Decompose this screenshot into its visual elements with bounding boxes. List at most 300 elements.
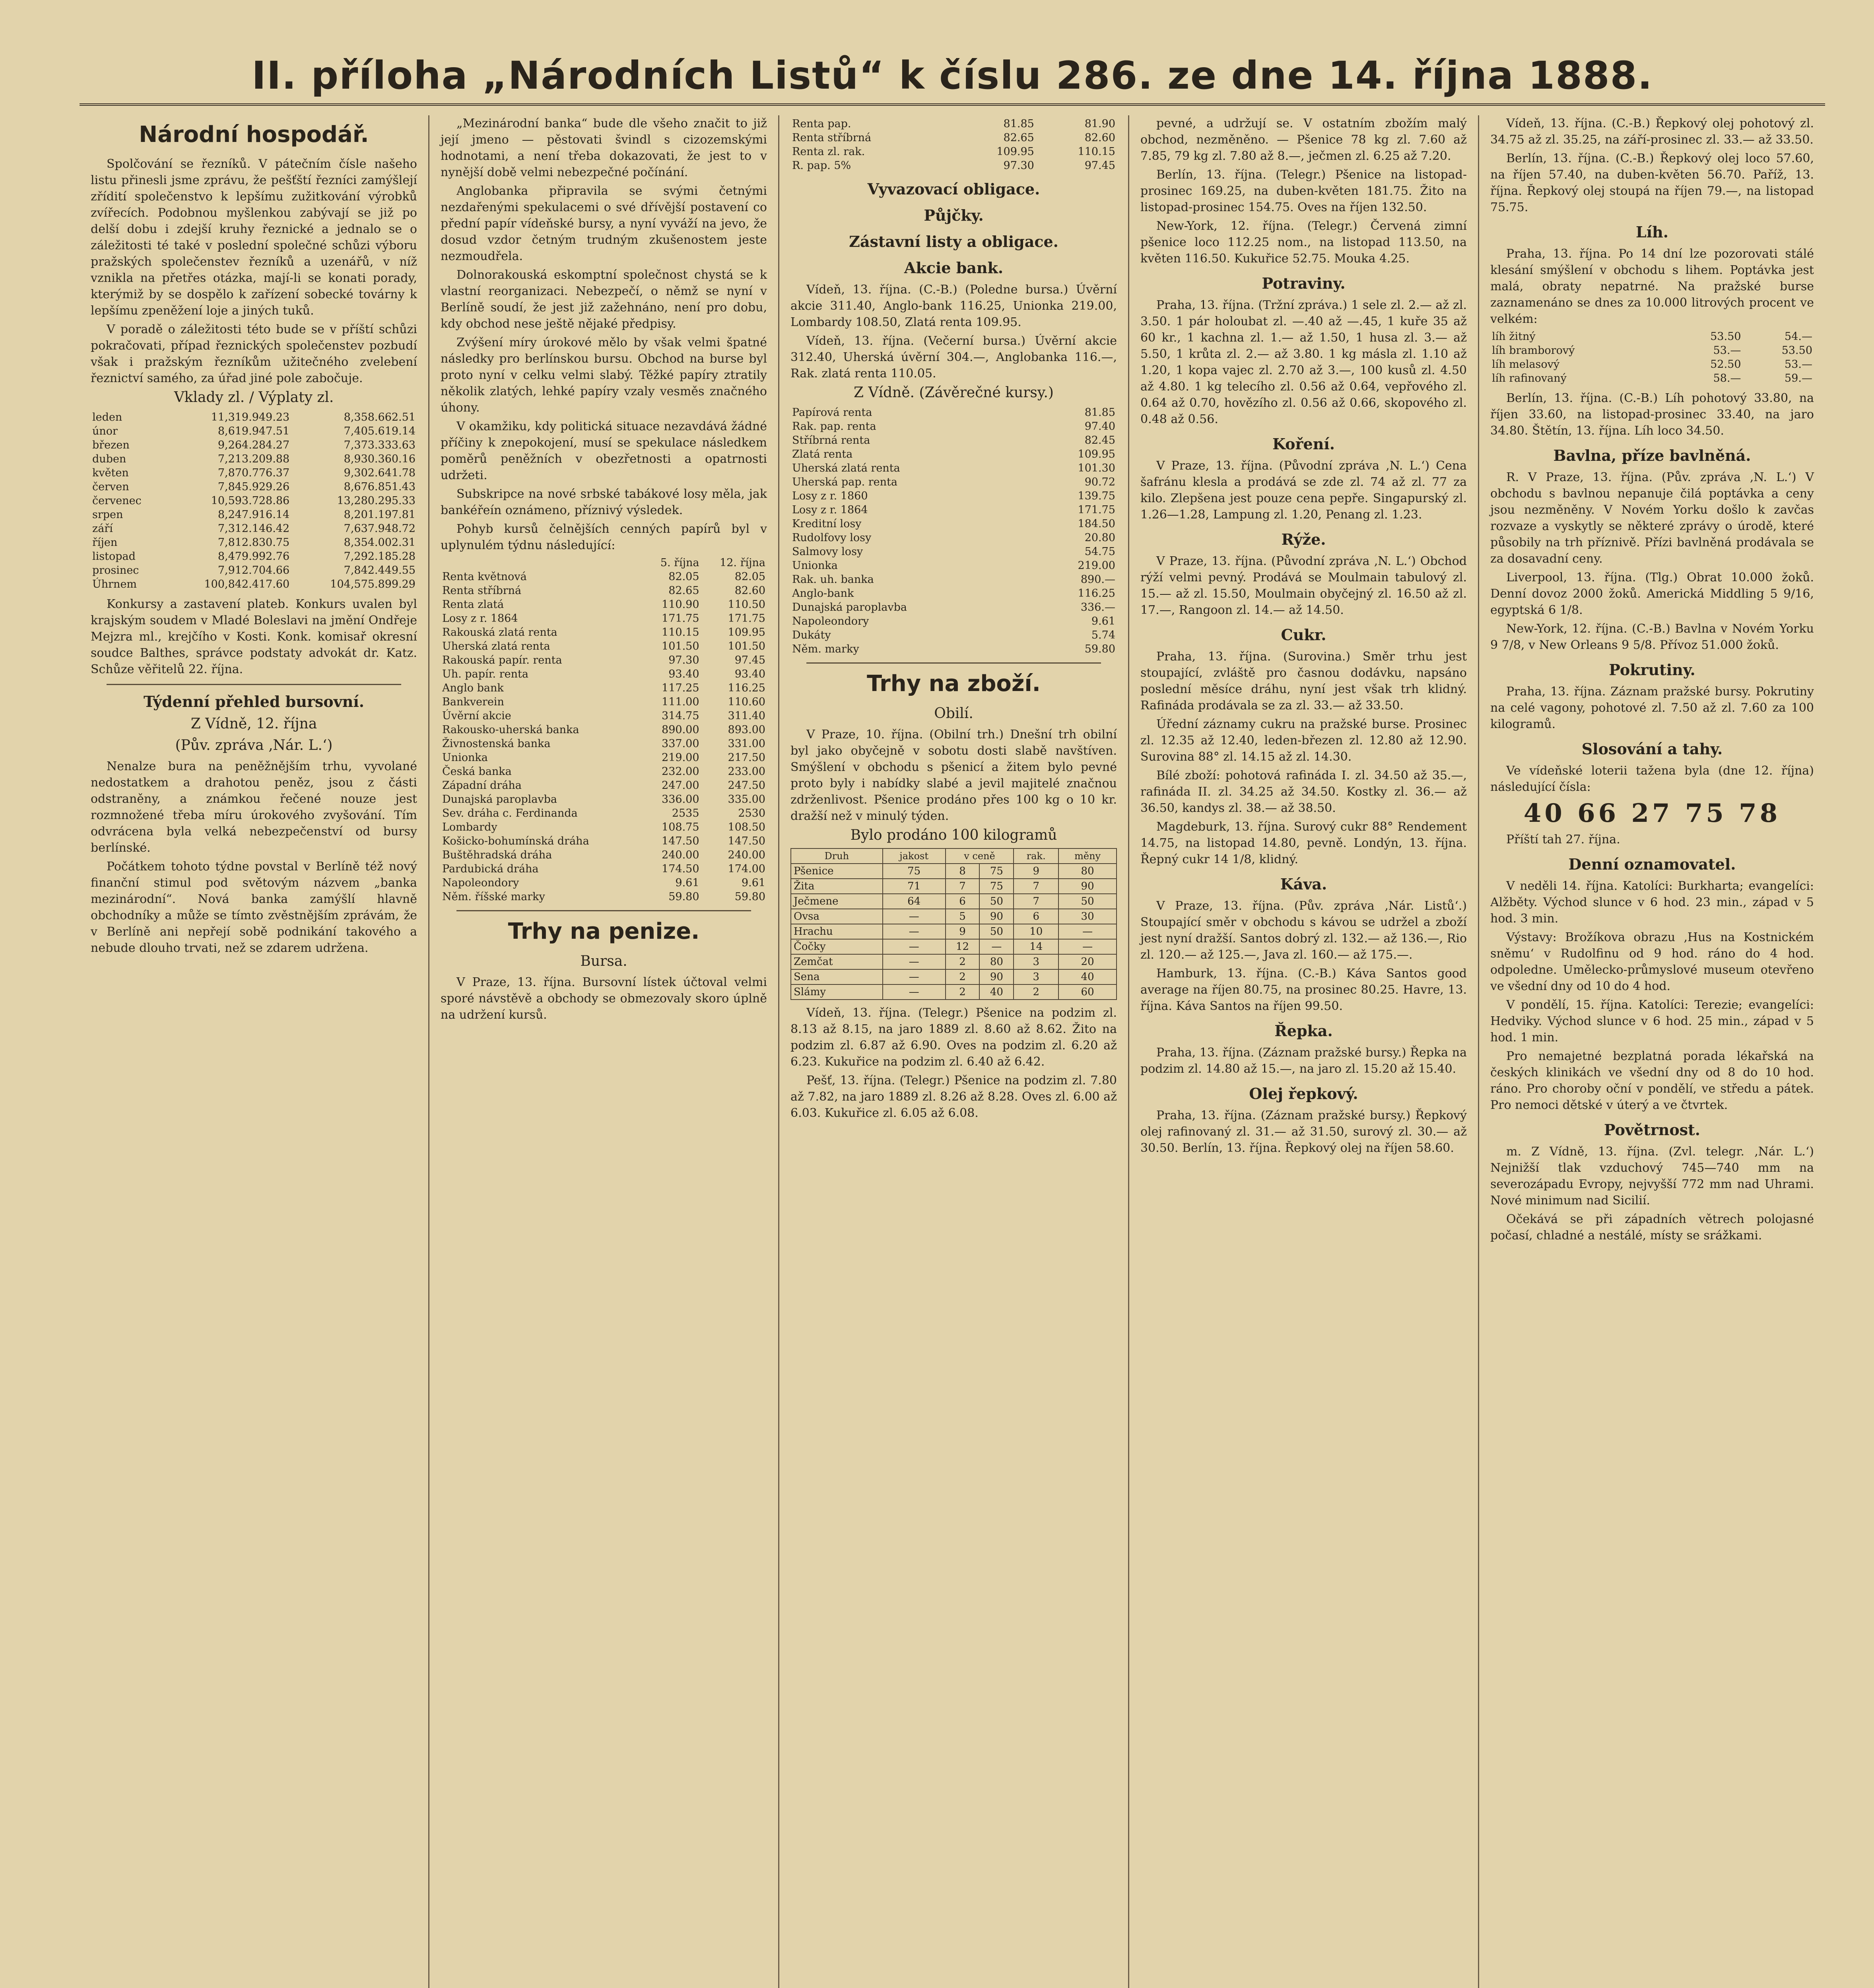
grain-cell: — <box>883 984 946 1000</box>
grain-cell: 80 <box>979 954 1014 969</box>
column-2 <box>429 115 779 1988</box>
table-row <box>790 419 1117 433</box>
grain-cell: — <box>979 939 1014 954</box>
table-row <box>1490 371 1814 385</box>
table-cell: 8,358.662.51 <box>344 411 416 423</box>
section-subtitle: Bursa. <box>580 953 627 969</box>
table-cell: Uh. papír. renta <box>442 668 528 680</box>
table-cell: Košicko-bohumínská dráha <box>442 835 589 847</box>
grain-cell: Slámy <box>791 984 883 1000</box>
table-row <box>441 625 767 639</box>
article-paragraph: Berlín, 13. října. (C.-B.) Líh pohotový 33.80, na říjen 33.60, na listopad-prosinec 33.40, na jaro 34.80. Štětín, 13. října. Líh loco 34.50. <box>1490 391 1814 438</box>
grain-cell: 40 <box>979 984 1014 1000</box>
grain-cell: — <box>883 954 946 969</box>
table-row <box>441 639 767 653</box>
table-row <box>790 559 1117 573</box>
subsection-koreni: Koření. <box>1272 435 1335 453</box>
table-cell: Kreditní losy <box>792 518 862 530</box>
table-header-cell: 12. října <box>720 557 765 569</box>
grain-cell: 50 <box>979 894 1014 909</box>
grain-row <box>791 969 1117 984</box>
grain-row <box>791 894 1117 909</box>
grain-row <box>791 879 1117 894</box>
table-row <box>441 681 767 695</box>
table-cell: 97.30 <box>668 654 699 666</box>
spirit-table <box>1490 330 1814 385</box>
table-cell: Pardubická dráha <box>442 863 539 875</box>
table-cell: březen <box>92 439 130 451</box>
article-paragraph: Zvýšení míry úrokové mělo by však velmi špatné následky pro berlínskou bursu. Obchod na burse byl proto nyní v celku velmi slabý. Těžké papíry ztratily několik zlatých, lehké papíry vzaly vesměs značného úhony. <box>441 336 767 415</box>
table-cell: únor <box>92 425 118 437</box>
article-paragraph: New-York, 12. října. (Telegr.) Červená zimní pšenice loco 112.25 nom., na listopad 113.50, na květen 116.50. Kukuřice 52.75. Mouka 4.25. <box>1140 219 1467 266</box>
section-title-goods: Trhy na zboží. <box>867 671 1041 697</box>
grain-cell: 80 <box>1058 864 1117 879</box>
table-cell: leden <box>92 411 122 423</box>
table-row <box>441 570 767 584</box>
article-paragraph: Praha, 13. října. (Tržní zpráva.) 1 sele zl. 2.— až zl. 3.50. 1 pár holoubat zl. —.40 až —.45, 1 kuře 35 až 60 kr., 1 kachna zl. 1.— až 1.50, 1 husa zl. 3.— až 5.50, 1 krůta zl. 2.— až 3.80. 1 kg másla zl. 1.10 až 1.20, 1 kopa vajec zl. 2.70 až 3.—, 100 kusů zl. 4.50 až 4.80. 1 kg telecího zl. 0.56 až 0.64, vepřového zl. 0.64 až 0.70, hovězího zl. 0.56 až 0.66, skopového zl. 0.48 až 0.56. <box>1140 298 1467 426</box>
article-paragraph: V Praze, 13. října. (Pův. zpráva ‚Nár. Listů‘.) Stoupající směr v obchodu s kávou se udržel a zboží jest nyní dražší. Santos dobrý zl. 132.— až 136.—, Rio zl. 120.— až 125.—, Java zl. 160.— až 175.—. <box>1140 899 1467 962</box>
table-cell: Zlatá renta <box>792 448 853 460</box>
table-cell: Rudolfovy losy <box>792 532 872 544</box>
article-paragraph: Vídeň, 13. října. (C.-B.) Řepkový olej pohotový zl. 34.75 až zl. 35.25, na září-prosinec zl. 33.— až 33.50. <box>1490 116 1814 147</box>
table-cell: 7,912.704.66 <box>218 564 290 577</box>
article-paragraph: Nenalze bura na peněžnějším trhu, vyvolané nedostatkem a drahotou peněz, jsou z části odstraněny, a známkou řečené nouze jest rozmnožené třeba míru úrokového zvyšování. Tím odvrácena byla velká nebezpečenství od bursy berlínské. <box>91 759 417 855</box>
table-cell: Úvěrní akcie <box>442 710 511 722</box>
table-cell: Úhrnem <box>92 578 137 590</box>
table-cell: 8,479.992.76 <box>218 550 290 563</box>
table-cell: 890.00 <box>662 724 699 736</box>
table-row <box>790 461 1117 475</box>
grain-cell: — <box>883 924 946 939</box>
grain-cell: 7 <box>1014 879 1058 894</box>
table-row <box>91 452 417 466</box>
table-cell: 7,845.929.26 <box>218 481 290 493</box>
article-paragraph: Pro nemajetné bezplatná porada lékařská na českých klinikách ve všední dny od 8 do 10 hod. ráno. Pro choroby oční v pondělí, ve středu a pátek. Pro nemoci dětské v úterý a ve čtvrtek. <box>1490 1049 1814 1112</box>
section-subtitle: Obilí. <box>934 705 973 722</box>
subsection-kava: Káva. <box>1280 875 1327 893</box>
subsection-obligace: Vyvazovací obligace. <box>867 180 1040 198</box>
table-cell: 82.60 <box>734 584 765 597</box>
grain-cell: 7 <box>1014 894 1058 909</box>
grain-cell: 2 <box>946 969 980 984</box>
article-paragraph: Vídeň, 13. října. (C.-B.) (Poledne bursa.) Úvěrní akcie 311.40, Anglo-bank 116.25, Unionka 219.00, Lombardy 108.50, Zlatá renta 109.95. <box>790 283 1117 329</box>
table-row <box>441 751 767 765</box>
table-row <box>790 573 1117 586</box>
table-cell: Rakousko-uherská banka <box>442 724 579 736</box>
table-cell: 335.00 <box>728 793 765 806</box>
table-cell: 9.61 <box>741 877 765 889</box>
table-header-cell: 5. října <box>660 557 699 569</box>
table-row <box>790 628 1117 642</box>
table-cell: 104,575.899.29 <box>330 578 416 590</box>
table-cell: 2530 <box>738 807 765 819</box>
table-cell: 171.75 <box>662 612 699 625</box>
table-cell: 53.50 <box>1781 344 1812 357</box>
article-paragraph: Praha, 13. října. (Záznam pražské bursy.) Řepka na podzim zl. 14.80 až 15.—, na jaro zl. 15.20 až 15.40. <box>1140 1046 1467 1076</box>
article-paragraph: Anglobanka připravila se svými četnými nezdařenými spekulacemi o své dřívější postavení co přední papír vídeňské bursy, a nyní vyváží na jevo, že dosud vzdor četným trudným zkušenostem jeste nezmoudřela. <box>441 184 767 263</box>
grain-row <box>791 909 1117 924</box>
article-paragraph: R. V Praze, 13. října. (Pův. zpráva ‚N. L.‘) V obchodu s bavlnou nepanuje čilá poptávka a ceny jsou nezměněny. V Novém Yorku došlo k zavčas rozvaze a vyskytly se některé zprávy o úrodě, které působily na trh příznivě. Přízi bavlněná prodávala se za dosavadní ceny. <box>1490 470 1814 566</box>
grain-header: jakost <box>883 848 946 864</box>
weekly-subtitle: Z Vídně, 12. října <box>190 716 317 732</box>
deposits-table <box>91 410 417 591</box>
grain-cell: 75 <box>883 864 946 879</box>
table-cell: 9,264.284.27 <box>218 439 290 451</box>
grain-cell: 5 <box>946 909 980 924</box>
grain-cell: 75 <box>979 879 1014 894</box>
table-cell: říjen <box>92 536 118 549</box>
grain-cell: 6 <box>1014 909 1058 924</box>
table-cell: 232.00 <box>662 765 699 778</box>
weekly-title: Týdenní přehled bursovní. <box>144 693 364 711</box>
table-row <box>790 531 1117 545</box>
table-cell: 81.85 <box>1084 406 1115 419</box>
table-cell: 890.— <box>1080 573 1115 586</box>
table-row <box>91 508 417 522</box>
table-cell: 331.00 <box>728 738 765 750</box>
table-cell: 219.00 <box>1078 559 1115 572</box>
grain-cell: 3 <box>1014 969 1058 984</box>
grain-cell: Ovsa <box>791 909 883 924</box>
table-cell: 82.05 <box>734 571 765 583</box>
grain-header: měny <box>1058 848 1117 864</box>
table-cell: 81.90 <box>1084 118 1115 130</box>
table-row <box>91 522 417 536</box>
table-cell: Česká banka <box>442 765 512 778</box>
table-cell: Dunajská paroplavba <box>792 601 907 613</box>
table-cell: 5.74 <box>1091 629 1115 641</box>
section-title-hospodar: Národní hospodář. <box>139 122 369 148</box>
article-paragraph: Berlín, 13. října. (Telegr.) Pšenice na listopad-prosinec 169.25, na duben-květen 181.75. Žito na listopad-prosinec 154.75. Oves na říjen 132.50. <box>1140 168 1467 214</box>
article-paragraph: Praha, 13. října. Záznam pražské bursy. Pokrutiny na celé vagony, pohotové zl. 7.50 až zl. 7.60 za 100 kilogramů. <box>1490 685 1814 731</box>
table-cell: 11,319.949.23 <box>211 411 290 423</box>
grain-cell: 2 <box>1014 984 1058 1000</box>
article-paragraph: Vídeň, 13. října. (Telegr.) Pšenice na podzim zl. 8.13 až 8.15, na jaro 1889 zl. 8.60 až 8.62. Žito na podzim zl. 6.87 až 6.90. Oves na podzim zl. 6.20 až 6.23. Kukuřice na podzim zl. 6.40 až 6.42. <box>790 1006 1117 1069</box>
article-paragraph: Praha, 13. října. (Surovina.) Směr trhu jest stoupající, zvláště pro časnou dodávku, napsáno poslední měsíce dráhu, nyní jest však trh klidný. Rafináda prodávala se za zl. 33.— až 33.50. <box>1140 650 1467 712</box>
table-cell: 8,354.002.31 <box>344 536 416 549</box>
table-cell: 108.75 <box>662 821 699 833</box>
table-cell: 20.80 <box>1084 532 1115 544</box>
table-cell: 109.95 <box>1078 448 1115 460</box>
table-cell: 53.50 <box>1710 330 1741 343</box>
table-cell: 247.50 <box>728 779 765 792</box>
table-cell: 59.— <box>1785 372 1812 384</box>
table-cell: 109.95 <box>996 146 1034 158</box>
table-cell: 101.30 <box>1078 462 1115 474</box>
table-cell: líh melasový <box>1492 358 1560 371</box>
table-cell: R. pap. 5% <box>792 159 851 172</box>
table-cell: srpen <box>92 509 123 521</box>
column-3 <box>779 115 1129 1988</box>
table-cell: 8,676.851.43 <box>344 481 416 493</box>
table-cell: 100,842.417.60 <box>204 578 290 590</box>
grain-cell: Čočky <box>791 939 883 954</box>
grain-cell: Zemčat <box>791 954 883 969</box>
table-cell: 52.50 <box>1710 358 1741 371</box>
table-cell: 233.00 <box>728 765 765 778</box>
table-row <box>790 447 1117 461</box>
table-cell: 7,213.209.88 <box>218 453 290 465</box>
table-row <box>91 410 417 424</box>
table-row <box>441 862 767 876</box>
article-paragraph: Magdeburk, 13. října. Surový cukr 88° Rendement 14.75, na listopad 14.80, pevně. Londýn, 13. října. Řepný cukr 14 1/8, klidný. <box>1140 820 1467 866</box>
article-paragraph: „Mezinárodní banka“ bude dle všeho značit to již její jmeno — pěstovati švindl s cizozemskými hodnotami, a není třeba dokazovati, že jest to v nynější době velmi nebezpečné počínání. <box>441 116 767 179</box>
article-paragraph: V Praze, 10. října. (Obilní trh.) Dnešní trh obilní byl jako obyčejně v sobotu dosti slabě navštíven. Smýšlení v obchodu s pšenicí a žitem bylo pevné proto byly i nabídky slabé a jevil majitelé značnou zdrženlivost. Pšenice prodáno přes 100 kg o 10 kr. dražší než v minulý týden. <box>790 728 1117 823</box>
column-1 <box>80 115 429 1988</box>
grain-header: rak. <box>1014 848 1058 864</box>
table-cell: Papírová renta <box>792 406 872 419</box>
weekly-note: (Pův. zpráva ‚Nár. L.‘) <box>175 737 333 753</box>
table-cell: 108.50 <box>728 821 765 833</box>
table-cell: 82.60 <box>1084 132 1115 144</box>
table-row <box>441 737 767 751</box>
table-cell: listopad <box>92 550 136 563</box>
table-row <box>91 494 417 508</box>
article-paragraph: Počátkem tohoto týdne povstal v Berlíně též nový finanční stimul pod světovým názvem „banka mezinárodní“. Nová banka zamýšlí hlavně obchodníky a může se tímto zvěstnějším zprávám, že v Berlíně ani nepřejí sobě podnikání takového a nebude dlouho trvati, než se zdarem udržena. <box>91 860 417 955</box>
article-paragraph: Ve vídeňské loterii tažena byla (dne 12. října) následující čísla: <box>1490 764 1814 794</box>
table-caption: Z Vídně. (Závěrečné kursy.) <box>854 384 1054 401</box>
table-row <box>91 438 417 452</box>
article-paragraph: Vídeň, 13. října. (Večerní bursa.) Úvěrní akcie 312.40, Uherská úvěrní 304.—, Anglobanka 116.—, Rak. zlatá renta 110.05. <box>790 334 1117 381</box>
table-cell: 116.25 <box>1078 587 1115 600</box>
table-cell: Rakouská papír. renta <box>442 654 562 666</box>
grain-cell: 90 <box>979 909 1014 924</box>
subsection-pujcky: Půjčky. <box>924 206 984 224</box>
table-cell: Unionka <box>442 751 488 764</box>
table-cell: 7,637.948.72 <box>344 522 416 535</box>
table-row <box>790 489 1117 503</box>
table-cell: Salmovy losy <box>792 546 863 558</box>
table-cell: líh bramborový <box>1492 344 1575 357</box>
table-cell: Lombardy <box>442 821 497 833</box>
grain-cell: Ječmene <box>791 894 883 909</box>
table-cell: 7,312.146.42 <box>218 522 290 535</box>
article-paragraph: V okamžiku, kdy politická situace nezavdává žádné příčiny k znepokojení, musí se spekulace následkem poměrů peněžních v obezřetnosti a opatrnosti udržeti. <box>441 419 767 482</box>
table-cell: Napoleondory <box>792 615 869 627</box>
article-paragraph: V pondělí, 15. října. Katolíci: Terezie; evangelíci: Hedviky. Východ slunce v 6 hod. 25 min., západ v 5 hod. 1 min. <box>1490 998 1814 1044</box>
table-cell: Dunajská paroplavba <box>442 793 557 806</box>
table-row <box>441 779 767 792</box>
column-4 <box>1129 115 1479 1988</box>
table-cell: 893.00 <box>728 724 765 736</box>
article-paragraph: Příští tah 27. října. <box>1506 833 1620 846</box>
table-row <box>790 433 1117 447</box>
table-row <box>790 117 1117 131</box>
table-cell: 81.85 <box>1003 118 1034 130</box>
table-cell: 9,302.641.78 <box>344 467 416 479</box>
subsection-olej: Olej řepkový. <box>1249 1085 1358 1103</box>
table-cell: Anglo-bank <box>792 587 854 600</box>
table-row <box>790 145 1117 159</box>
table-cell: Renta stříbrná <box>442 584 522 597</box>
grain-cell: 10 <box>1014 924 1058 939</box>
table-cell: Napoleondory <box>442 877 519 889</box>
table-cell: Uherská pap. renta <box>792 476 897 488</box>
table-cell: 7,870.776.37 <box>218 467 290 479</box>
table-cell: Stříbrná renta <box>792 434 870 447</box>
table-row <box>441 653 767 667</box>
table-cell: 7,812.830.75 <box>218 536 290 549</box>
table-cell: červenec <box>92 495 142 507</box>
table-cell: líh rafinovaný <box>1492 372 1567 384</box>
grain-row <box>791 984 1117 1000</box>
article-paragraph: Úřední záznamy cukru na pražské burse. Prosinec zl. 12.35 až 12.40, leden-březen zl. 12.80 až 12.90. Surovina 88° zl. 14.15 až zl. 14.30. <box>1140 717 1467 764</box>
table-row <box>790 586 1117 600</box>
table-cell: 110.15 <box>662 626 699 639</box>
article-paragraph: V poradě o záležitosti této bude se v příští schůzi pokračovati, případ řeznických společenstev pozbudí však i pražským řezníkům užitečného zvelebení řeznictví samého, za úřad jiné pole zabočuje. <box>91 322 417 385</box>
table-cell: 111.00 <box>662 696 699 708</box>
table-cell: 8,201.197.81 <box>344 509 416 521</box>
table-cell: 9.61 <box>1091 615 1115 627</box>
table-row <box>441 584 767 598</box>
article-paragraph: Spolčování se řezníků. V pátečním čísle našeho listu přinesli jsme zprávu, že pešťští řezníci zamýšlejí zřídití společenstvo k lepšímu zužitkování výrobků zvířecích. Podobnou myšlenkou zabývají se již po delší dobu i zdejší kruhy řeznické a jednalo se o záležitosti té také v poslední společné schůzi výboru pražských společenstev řezníků a uzenářů, v níž vznikla na přetřes otázka, mají-li se konati porady, kterýmiž by se dospělo k zařízení sobecké továrny k lepšímu zpeněžení loje a jiných tuků. <box>91 157 417 318</box>
table-row <box>790 406 1117 419</box>
table-cell: 82.05 <box>668 571 699 583</box>
article-paragraph: New-York, 12. října. (C.-B.) Bavlna v Novém Yorku 9 7/8, v New Orleans 9 5/8. Přívoz 51.000 žoků. <box>1490 622 1814 652</box>
grain-cell: — <box>883 909 946 924</box>
table-caption: Vklady zl. / Výplaty zl. <box>174 389 334 406</box>
grain-row <box>791 864 1117 879</box>
table-cell: 58.— <box>1713 372 1741 384</box>
table-row <box>441 876 767 890</box>
table-cell: 147.50 <box>728 835 765 847</box>
table-row <box>91 466 417 480</box>
grain-cell: 75 <box>979 864 1014 879</box>
grain-cell: 2 <box>946 954 980 969</box>
table-cell: 337.00 <box>662 738 699 750</box>
divider <box>456 910 751 911</box>
table-cell: 8,247.916.14 <box>218 509 290 521</box>
grain-cell: 50 <box>979 924 1014 939</box>
page-header: II. příloha „Národních Listů“ k číslu 286. ze dne 14. října 1888. <box>80 48 1825 106</box>
table-cell: 97.40 <box>1084 420 1115 433</box>
table-cell: 247.00 <box>662 779 699 792</box>
article-paragraph: Hamburk, 13. října. (C.-B.) Káva Santos good average na říjen 80.75, na prosinec 80.25. Havre, 13. října. Káva Santos na říjen 99.50. <box>1140 967 1467 1013</box>
grain-cell: 71 <box>883 879 946 894</box>
table-cell: 314.75 <box>662 710 699 722</box>
table-row <box>441 890 767 904</box>
closing-rates-table <box>790 406 1117 656</box>
table-cell: 139.75 <box>1078 490 1115 502</box>
grain-cell: 90 <box>1058 879 1117 894</box>
grain-cell: — <box>1058 924 1117 939</box>
article-paragraph: V Praze, 13. října. Bursovní lístek účtoval velmi sporé návstěvě a obchody se obmezovaly skoro úplně na udržení kursů. <box>441 975 767 1022</box>
table-cell: 54.— <box>1785 330 1812 343</box>
table-cell: Losy z r. 1864 <box>792 504 868 516</box>
divider <box>806 662 1101 664</box>
grain-cell: 12 <box>946 939 980 954</box>
table-row <box>790 642 1117 656</box>
table-cell: Renta stříbrná <box>792 132 872 144</box>
table-cell: 101.50 <box>662 640 699 652</box>
table-cell: 97.45 <box>1084 159 1115 172</box>
table-row <box>790 475 1117 489</box>
article-paragraph: pevné, a udržují se. V ostatním zbožím malý obchod, nezměněno. — Pšenice 78 kg zl. 7.60 až 7.85, 79 kg zl. 7.80 až 8.—, ječmen zl. 6.25 až 7.20. <box>1140 116 1467 163</box>
table-cell: 7,405.619.14 <box>344 425 416 437</box>
article-paragraph: V Praze, 13. října. (Původní zpráva ‚N. L.‘) Obchod rýží velmi pevný. Prodává se Moulmain tabulový zl. 15.— až zl. 15.50, Moulmain obyčejný zl. 16.50 až zl. 17.—, Rangoon zl. 14.— až 14.50. <box>1140 554 1467 617</box>
subsection-lih: Líh. <box>1635 223 1668 241</box>
table-cell: Rakouská zlatá renta <box>442 626 557 639</box>
article-paragraph: Bílé zboží: pohotová rafináda I. zl. 34.50 až 35.—, rafináda II. zl. 34.25 až 34.50. Kostky zl. 36.— až 36.50, kandys zl. 38.— až 38.50. <box>1140 769 1467 815</box>
table-cell: 13,280.295.33 <box>337 495 416 507</box>
table-row <box>790 517 1117 531</box>
table-cell: 59.80 <box>1084 643 1115 655</box>
table-cell: Renta zlatá <box>442 598 504 611</box>
grain-header: v ceně <box>946 848 1014 864</box>
subsection-ryze: Rýže. <box>1281 530 1326 548</box>
table-cell: 97.45 <box>734 654 765 666</box>
table-cell: 240.00 <box>728 849 765 861</box>
subsection-potraviny: Potraviny. <box>1262 274 1346 292</box>
table-cell: září <box>92 522 113 535</box>
table-cell: duben <box>92 453 126 465</box>
table-cell: 101.50 <box>728 640 765 652</box>
grain-cell: 9 <box>1014 864 1058 879</box>
table-row <box>441 806 767 820</box>
subsection-slosovani: Slosování a tahy. <box>1581 740 1723 758</box>
subsection-bavlna: Bavlna, příze bavlněná. <box>1553 447 1751 464</box>
table-cell: Sev. dráha c. Ferdinanda <box>442 807 578 819</box>
article-paragraph: Praha, 13. října. Po 14 dní lze pozorovati stálé klesání smýšlení v obchodu s lihem. Poptávka jest malá, obraty nepatrné. Na pražské burse zaznamenáno se dnes za 10.000 litrových procent ve velkém: <box>1490 247 1814 326</box>
article-paragraph: Konkursy a zastavení plateb. Konkurs uvalen byl krajským soudem v Mladé Boleslavi na jmění Ondřeje Mejzra ml., krejčího v Kosti. Konk. komisař okresní soudce Balthes, správce podstaty advokát dr. Katz. Schůze věřitelů 22. října. <box>91 597 417 676</box>
table-cell: 54.75 <box>1084 546 1115 558</box>
table-cell: 110.90 <box>662 598 699 611</box>
grain-cell: 60 <box>1058 984 1117 1000</box>
grain-cell: 20 <box>1058 954 1117 969</box>
table-row <box>790 131 1117 145</box>
table-cell: 171.75 <box>728 612 765 625</box>
table-cell: Bankverein <box>442 696 504 708</box>
table-row <box>91 424 417 438</box>
table-cell: 93.40 <box>668 668 699 680</box>
table-cell: 117.25 <box>662 682 699 694</box>
grain-cell: 9 <box>946 924 980 939</box>
subsection-repka: Řepka. <box>1274 1022 1333 1040</box>
table-row <box>790 545 1117 559</box>
table-cell: 311.40 <box>728 710 765 722</box>
divider <box>107 684 401 685</box>
article-paragraph: V Praze, 13. října. (Původní zpráva ‚N. L.‘) Cena šafránu klesla a prodává se zde zl. 74 až zl. 77 za kilo. Zlepšena jest pouze cena pepře. Singapurský zl. 1.26—1.28, Lampung zl. 1.20, Penang zl. 1.23. <box>1140 459 1467 522</box>
table-cell: Losy z r. 1860 <box>792 490 868 502</box>
table-row <box>441 709 767 723</box>
table-cell: 8,619.947.51 <box>218 425 290 437</box>
table-total-row <box>91 577 417 591</box>
grain-cell: 40 <box>1058 969 1117 984</box>
table-cell: 174.50 <box>662 863 699 875</box>
table-cell: 7,842.449.55 <box>344 564 416 577</box>
table-cell: 171.75 <box>1078 504 1115 516</box>
grain-header: Druh <box>791 848 883 864</box>
table-row <box>1490 357 1814 371</box>
table-cell: Rak. uh. banka <box>792 573 874 586</box>
table-cell: 240.00 <box>662 849 699 861</box>
table-cell: 336.00 <box>662 793 699 806</box>
table-cell: 147.50 <box>662 835 699 847</box>
rent-table <box>790 117 1117 173</box>
article-paragraph: Subskripce na nové srbské tabákové losy měla, jak bankéřeín oznámeno, příznivý výsledek. <box>441 487 767 517</box>
table-cell: prosinec <box>92 564 139 577</box>
table-cell: Renta pap. <box>792 118 851 130</box>
table-cell: 7,292.185.28 <box>344 550 416 563</box>
grain-cell: Hrachu <box>791 924 883 939</box>
table-row <box>790 159 1117 173</box>
table-cell: 90.72 <box>1084 476 1115 488</box>
table-row <box>441 820 767 834</box>
table-row <box>441 667 767 681</box>
table-row <box>441 723 767 737</box>
table-cell: 82.65 <box>668 584 699 597</box>
table-cell: Uherská zlatá renta <box>792 462 900 474</box>
